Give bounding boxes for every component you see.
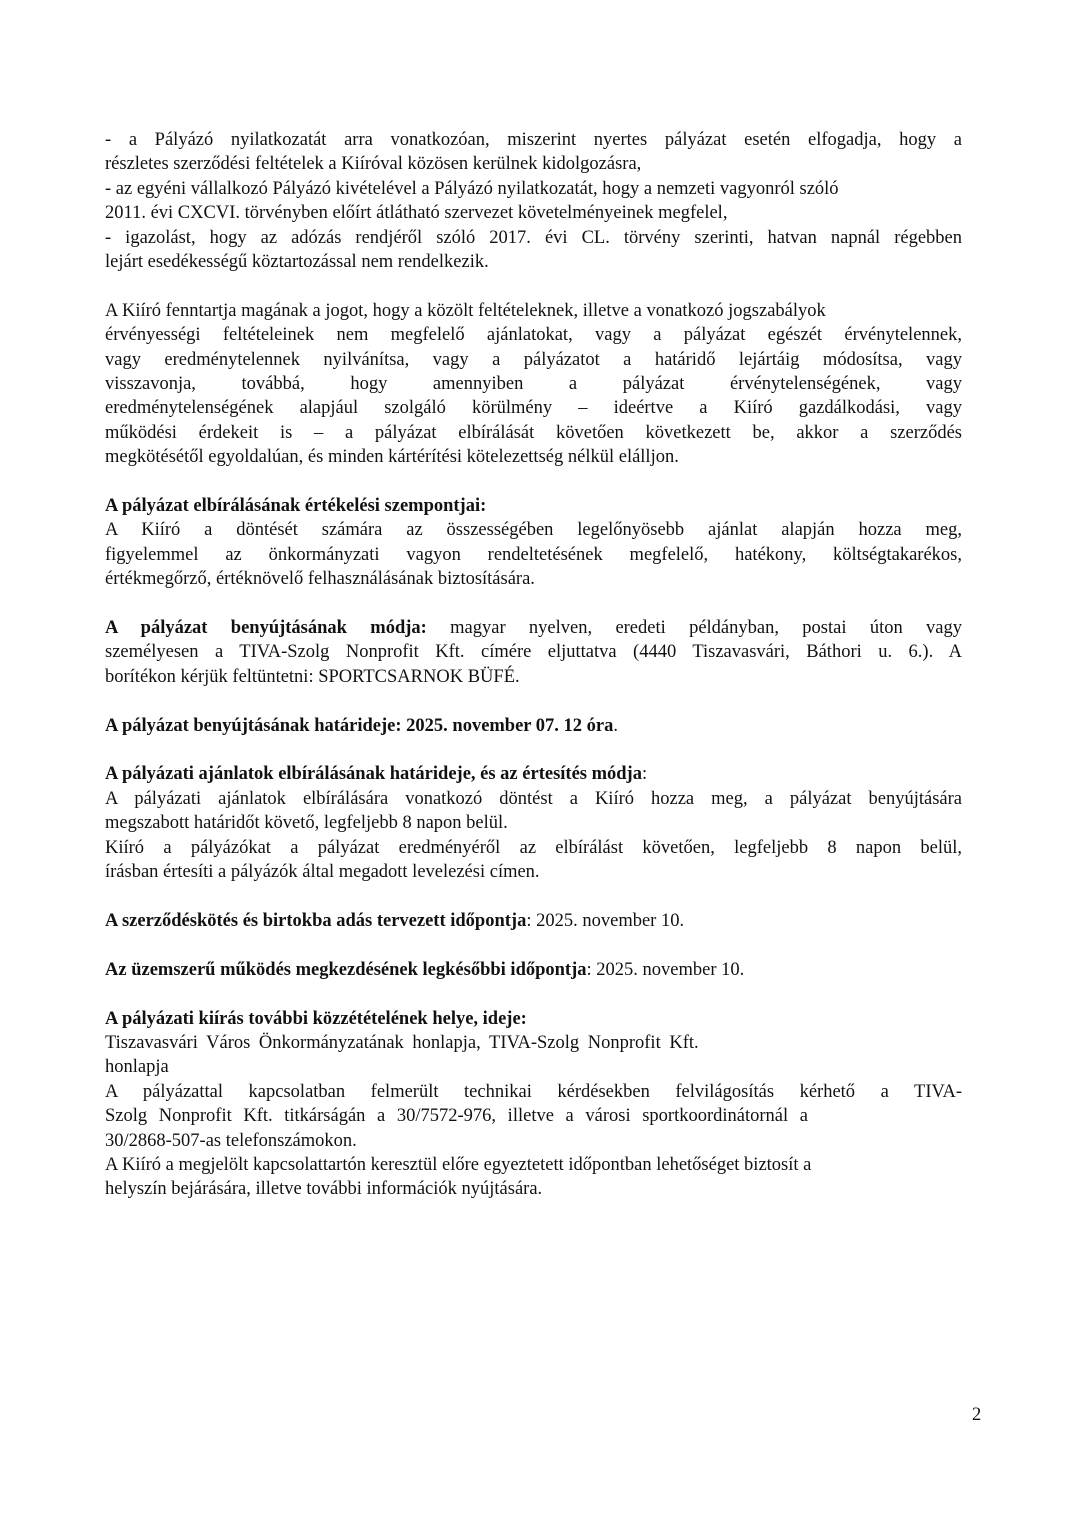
paragraph-line: eredménytelenségének alapjául szolgáló körülmény – ideértve a Kiíró gazdálkodási, vagy bbox=[105, 398, 962, 419]
section-heading: A pályázat elbírálásának értékelési szempontjai: bbox=[105, 496, 487, 517]
paragraph-line: Szolg Nonprofit Kft. titkárságán a 30/7572-976, illetve a városi sportkoordinátornál a bbox=[105, 1106, 808, 1127]
document-page bbox=[105, 128, 962, 1226]
requirement-line: lejárt esedékességű köztartozással nem rendelkezik. bbox=[105, 252, 489, 273]
paragraph-line: helyszín bejárására, illetve további információk nyújtására. bbox=[105, 1179, 543, 1200]
paragraph-line: megszabott határidőt követő, legfeljebb 8 napon belül. bbox=[105, 813, 508, 834]
section-heading: A pályázat benyújtásának módja: bbox=[105, 618, 427, 639]
paragraph-line: A Kiíró a megjelölt kapcsolattartón keresztül előre egyeztetett időpontban lehetőséget biztosít a bbox=[105, 1154, 812, 1175]
paragraph-line: visszavonja, továbbá, hogy amennyiben a pályázat érvénytelenségének, vagy bbox=[105, 374, 962, 395]
operation-start-section bbox=[105, 958, 962, 982]
page-number: 2 bbox=[972, 1405, 982, 1425]
requirements-list bbox=[105, 128, 962, 274]
requirement-line: 2011. évi CXCVI. törvényben előírt átlátható szervezet követelményeinek megfelel, bbox=[105, 203, 728, 224]
paragraph-line: A Kiíró fenntartja magának a jogot, hogy a közölt feltételeknek, illetve a vonatkozó jogszabályok bbox=[105, 300, 826, 321]
section-heading: A pályázati kiírás további közzétételének helye, ideje: bbox=[105, 1008, 527, 1029]
paragraph-line: írásban értesíti a pályázók által megadott levelezési címen. bbox=[105, 862, 540, 883]
paragraph-line: működési érdekeit is – a pályázat elbírálását követően következett be, akkor a szerződés bbox=[105, 422, 962, 443]
paragraph-line: honlapja bbox=[105, 1057, 169, 1078]
paragraph-line: értékmegőrző, értéknövelő felhasználásának biztosítására. bbox=[105, 569, 535, 590]
submission-method-section bbox=[105, 616, 962, 689]
section-heading: Az üzemszerű működés megkezdésének legkésőbbi időpontja bbox=[105, 959, 587, 980]
contract-date-section bbox=[105, 909, 962, 933]
evaluation-section bbox=[105, 494, 962, 592]
paragraph-line: megkötésétől egyoldalúan, és minden kártérítési kötelezettség nélkül elálljon. bbox=[105, 447, 679, 468]
paragraph-text: magyar nyelven, eredeti példányban, postai úton vagy bbox=[426, 618, 962, 639]
requirement-line: - igazolást, hogy az adózás rendjéről szóló 2017. évi CL. törvény szerinti, hatvan napnál régebben bbox=[105, 227, 962, 248]
paragraph-line: A pályázattal kapcsolatban felmerült technikai kérdésekben felvilágosítás kérhető a TIVA- bbox=[105, 1081, 962, 1102]
reservation-paragraph bbox=[105, 299, 962, 470]
paragraph-line: figyelemmel az önkormányzati vagyon rendeltetésének megfelelő, hatékony, költségtakarékos, bbox=[105, 544, 962, 565]
paragraph-line: Kiíró a pályázókat a pályázat eredményéről az elbírálást követően, legfeljebb 8 napon belül, bbox=[105, 837, 962, 858]
deadline-text: A pályázat benyújtásának határideje: 2025. november 07. 12 óra bbox=[105, 715, 614, 736]
deadline-section: A pályázat benyújtásának határideje: 2025. november 07. 12 óra. bbox=[105, 715, 619, 736]
decision-section: A pályázati ajánlatok elbírálásának határideje, és az értesítés módja: A pályázati ajánlatok elbírálására vonatkozó döntést a Kiíró hozza meg, a pályázat benyújtására megszabott határidőt követő, legfeljebb 8 napon belül. Kiíró a pályázókat a pályázat eredményéről az elbírálást követően, legfeljebb 8 napon belül, írásban értesíti a pályázók által megadott levelezési címen. bbox=[105, 762, 962, 884]
date-value: : 2025. november 10. bbox=[586, 959, 745, 980]
section-heading: A szerződéskötés és birtokba adás tervezett időpontja bbox=[105, 910, 527, 931]
requirement-line: - a Pályázó nyilatkozatát arra vonatkozóan, miszerint nyertes pályázat esetén elfogadja, hogy a bbox=[105, 130, 962, 150]
paragraph-line: Tiszavasvári Város Önkormányzatának honlapja, TIVA-Szolg Nonprofit Kft. bbox=[105, 1032, 699, 1053]
requirement-line: - az egyéni vállalkozó Pályázó kivételével a Pályázó nyilatkozatát, hogy a nemzeti vagyonról szóló bbox=[105, 178, 839, 199]
paragraph-line: 30/2868-507-as telefonszámokon. bbox=[105, 1130, 357, 1151]
requirement-line: részletes szerződési feltételek a Kiíróval közösen kerülnek kidolgozásra, bbox=[105, 154, 642, 175]
paragraph-line: borítékon kérjük feltüntetni: SPORTCSARNOK BÜFÉ. bbox=[105, 666, 520, 687]
paragraph-line: személyesen a TIVA-Szolg Nonprofit Kft. címére eljuttatva (4440 Tiszavasvári, Báthori u. 6.). A bbox=[105, 642, 962, 663]
section-heading: A pályázati ajánlatok elbírálásának határideje, és az értesítés módja bbox=[105, 764, 642, 785]
publication-section bbox=[105, 1007, 962, 1202]
paragraph-line: A Kiíró a döntését számára az összességében legelőnyösebb ajánlat alapján hozza meg, bbox=[105, 520, 962, 541]
paragraph-line: vagy eredménytelennek nyilvánítsa, vagy a pályázatot a határidő lejártáig módosítsa, vagy bbox=[105, 349, 962, 370]
date-value: : 2025. november 10. bbox=[526, 910, 685, 931]
paragraph-line: érvényességi feltételeinek nem megfelelő ajánlatokat, vagy a pályázat egészét érvénytelennek, bbox=[105, 325, 962, 346]
paragraph-line: A pályázati ajánlatok elbírálására vonatkozó döntést a Kiíró hozza meg, a pályázat benyújtására bbox=[105, 788, 962, 809]
